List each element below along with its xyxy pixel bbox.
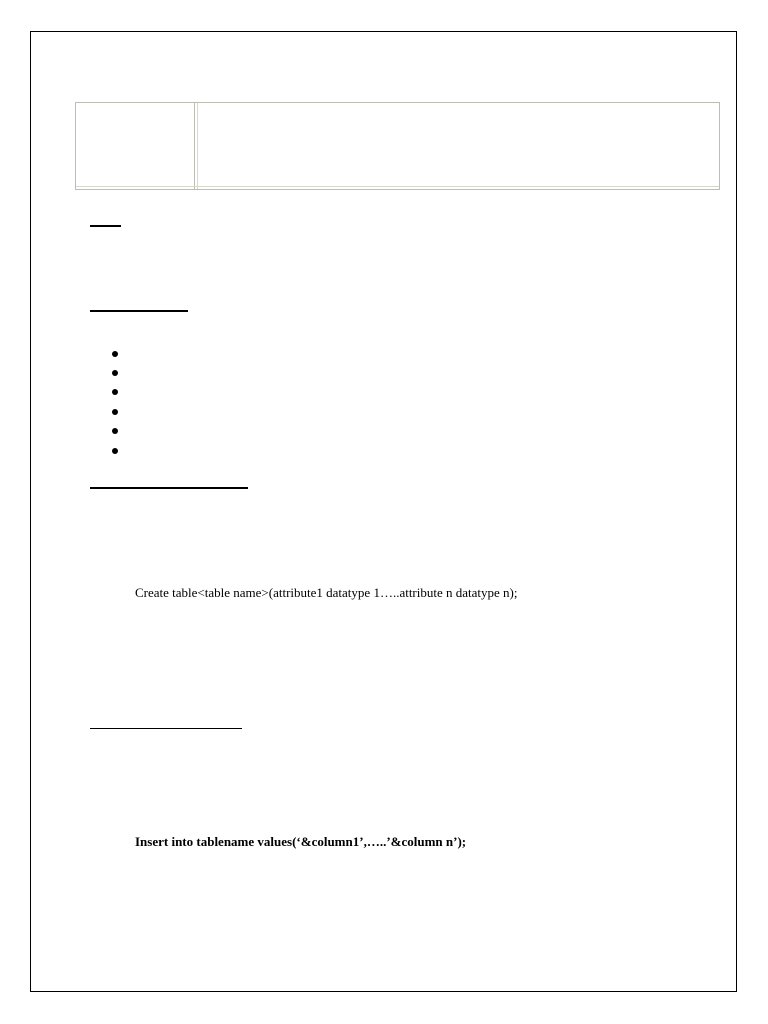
header-table xyxy=(75,102,720,190)
heading-aim-underline xyxy=(90,225,121,227)
insert-into-syntax: Insert into tablename values(‘&column1’,…..’&column n’); xyxy=(135,834,467,849)
heading-section-2-underline xyxy=(90,310,188,312)
header-cell-right xyxy=(197,103,719,189)
heading-section-3-underline xyxy=(90,487,248,489)
list-item xyxy=(112,383,118,402)
bullet-dot-icon xyxy=(112,448,118,454)
bullet-dot-icon xyxy=(112,370,118,376)
list-item xyxy=(112,344,118,363)
bullet-dot-icon xyxy=(112,409,118,415)
list-item xyxy=(112,441,118,460)
list-item xyxy=(112,402,118,421)
bullet-dot-icon xyxy=(112,389,118,395)
create-table-syntax: Create table<table name>(attribute1 datatype 1…..attribute n datatype n); xyxy=(135,585,518,600)
heading-section-4-underline xyxy=(90,728,242,729)
bullet-dot-icon xyxy=(112,351,118,357)
list-item xyxy=(112,363,118,382)
bullet-dot-icon xyxy=(112,428,118,434)
list-item xyxy=(112,422,118,441)
header-cell-left xyxy=(78,103,195,189)
bullet-list xyxy=(112,344,118,460)
